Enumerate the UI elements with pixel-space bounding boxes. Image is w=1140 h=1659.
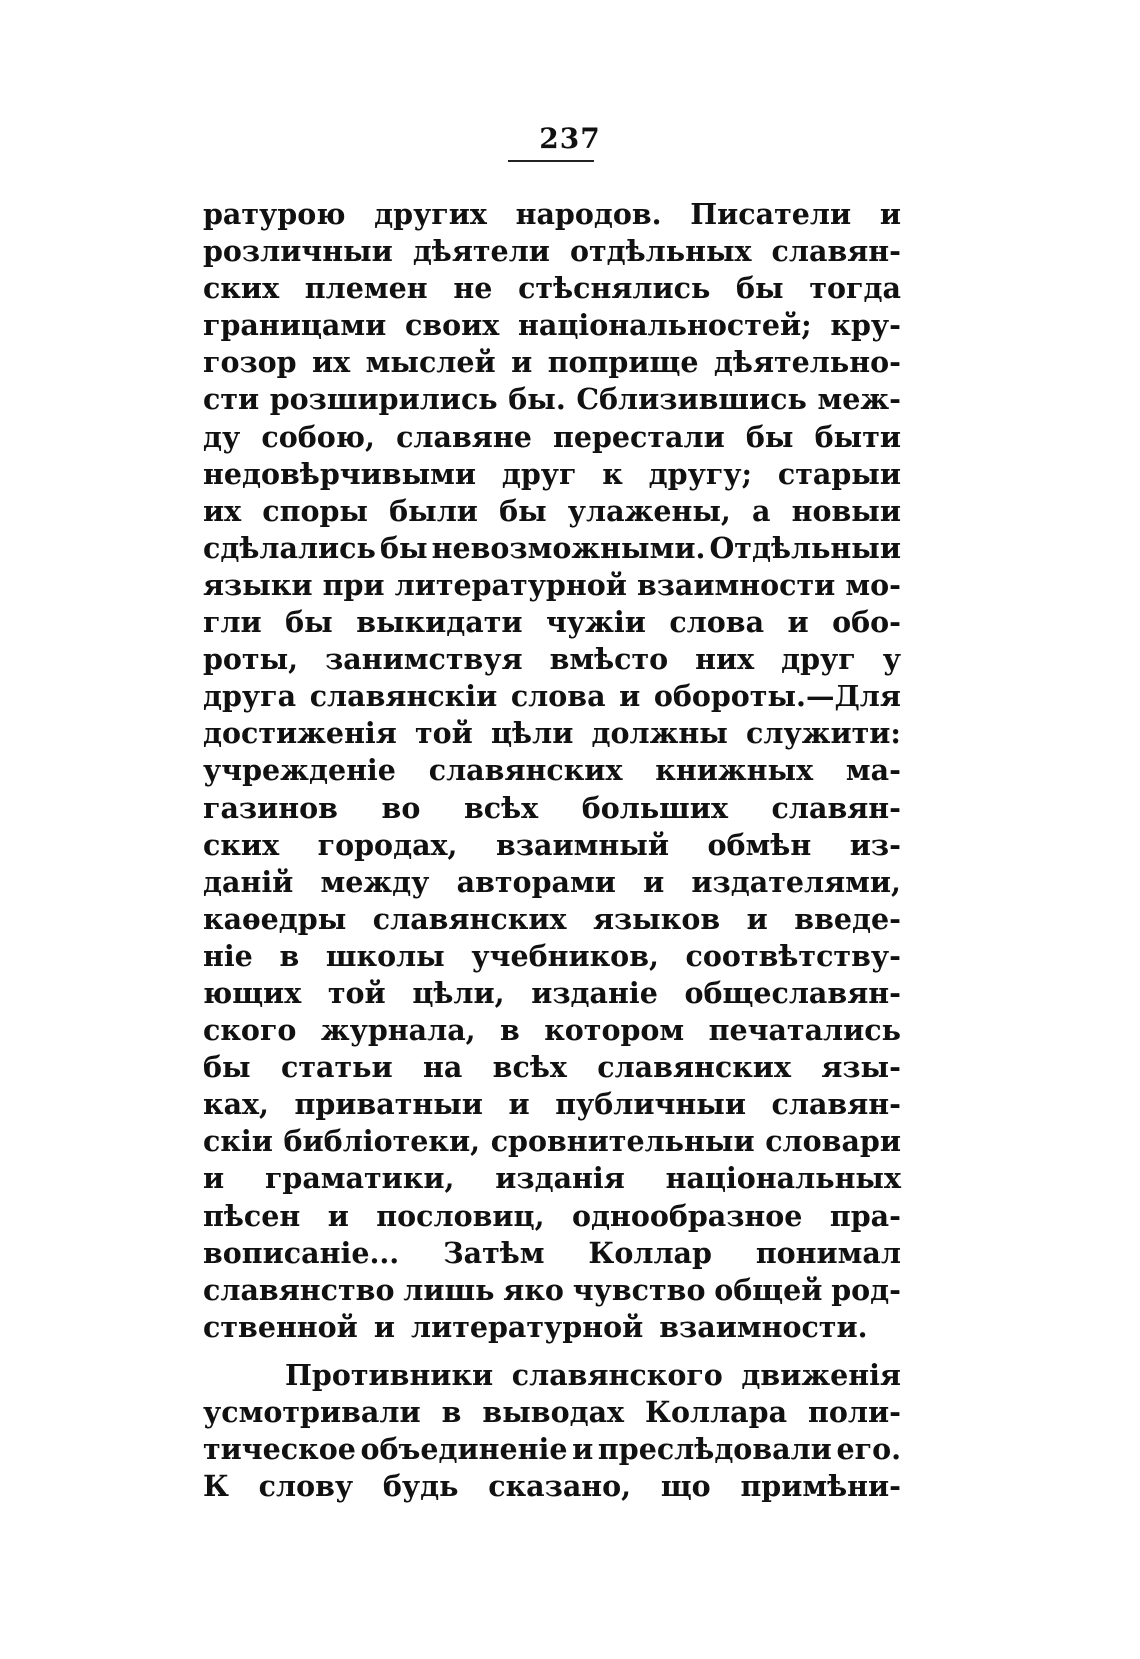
text-line [203, 1468, 901, 1505]
word: слова [510, 679, 606, 714]
word: служити: [746, 716, 901, 751]
word: меж- [817, 382, 901, 417]
word: их [312, 345, 351, 380]
word: их [203, 493, 242, 528]
word: славянскiи [309, 679, 498, 714]
text-line [203, 1049, 901, 1086]
word: городах, [317, 827, 458, 862]
word: ма- [845, 753, 901, 788]
word: взаимности. [659, 1309, 868, 1344]
word: своих [405, 308, 500, 343]
word: славян- [771, 234, 901, 269]
word: и [203, 1161, 225, 1196]
paragraph [203, 196, 901, 1346]
word: цѣли [491, 716, 574, 751]
word: гли [203, 605, 262, 640]
word: славянских [372, 901, 567, 936]
word: народов. [515, 197, 662, 231]
word: занимствуя [325, 642, 523, 677]
word: печатались [708, 1013, 901, 1048]
word: розличныи [203, 234, 393, 269]
text-line [203, 1086, 901, 1123]
word: обо- [832, 605, 901, 640]
word: недовѣрчивыми [203, 456, 477, 491]
word: славянство [203, 1272, 395, 1307]
word: ющих [203, 975, 302, 1010]
text-line [203, 1123, 901, 1160]
word: яко [503, 1272, 564, 1307]
text-line [203, 419, 901, 456]
text-line [203, 678, 901, 715]
word: пѣсен [203, 1198, 301, 1233]
word: ских [203, 827, 280, 862]
word: издателями, [691, 864, 901, 899]
word: при [322, 567, 385, 602]
word: слову [258, 1469, 354, 1504]
text-line [203, 196, 901, 233]
text-line [203, 1357, 901, 1394]
word: мыслей [365, 345, 496, 380]
word: другу; [648, 456, 753, 491]
word: чужiи [546, 605, 646, 640]
word: между [320, 864, 430, 899]
word: не [453, 271, 493, 306]
word: библiотеки, [283, 1124, 481, 1159]
word: выкидати [356, 605, 523, 640]
word: всѣх [463, 790, 539, 825]
word: нацiональных [665, 1161, 901, 1196]
word: соотвѣтству- [685, 938, 901, 973]
word: журнала, [320, 1013, 476, 1048]
word: Писатели [690, 197, 852, 231]
word: собою, [261, 419, 375, 454]
word: больших [581, 790, 728, 825]
word: достиженiя [203, 716, 397, 751]
text-line [203, 1309, 901, 1346]
word: авторами [456, 864, 616, 899]
text-line [203, 1272, 901, 1309]
word: Сблизившись [576, 382, 807, 417]
word: отдѣльных [569, 234, 752, 269]
text-line [203, 938, 901, 975]
word: и [508, 1087, 530, 1122]
word: перестали [552, 419, 725, 454]
word: що [660, 1469, 711, 1504]
word: мо- [845, 567, 901, 602]
text-line [203, 233, 901, 270]
word: и [746, 901, 768, 936]
word: вописанiе... [203, 1235, 400, 1270]
word: них [695, 642, 755, 677]
word: к [602, 456, 623, 491]
word: розширились [269, 382, 498, 417]
word: новыи [791, 493, 901, 528]
word: славянского [511, 1357, 723, 1392]
word: нiе [203, 938, 253, 973]
word: взаимный [496, 827, 669, 862]
word: славян- [771, 790, 901, 825]
word: Коллар [588, 1235, 712, 1270]
word: сказано, [488, 1469, 632, 1504]
word: друг [501, 456, 577, 491]
word: улажены, [567, 493, 731, 528]
word: в [500, 1013, 520, 1048]
word: славянских [597, 1050, 791, 1085]
word: ках, [203, 1087, 269, 1122]
text-line [203, 975, 901, 1012]
word: и [643, 864, 665, 899]
word: споры [262, 493, 368, 528]
word: ского [203, 1013, 297, 1048]
word: той [415, 716, 473, 751]
text-line [203, 456, 901, 493]
word: поприще [547, 345, 699, 380]
word: невозможными. [431, 530, 706, 565]
word: и [327, 1198, 349, 1233]
page-number: 237 [539, 122, 601, 155]
word: каѳедры [203, 901, 347, 936]
word: всѣх [492, 1050, 567, 1085]
word: котором [544, 1013, 685, 1048]
text-line [203, 381, 901, 418]
word: и [373, 1309, 395, 1344]
word: публичныи [555, 1087, 746, 1122]
text-line [203, 1012, 901, 1049]
word: Затѣм [443, 1235, 545, 1270]
word: бы [499, 493, 547, 528]
word: сровнительныи [490, 1124, 755, 1159]
word: сдѣлались [203, 530, 376, 565]
word: и [511, 345, 533, 380]
word: бы [285, 605, 333, 640]
word: преслѣдовали [597, 1432, 832, 1467]
word: и [787, 605, 809, 640]
word: ских [203, 271, 280, 306]
word: скiи [203, 1124, 273, 1159]
word: обороты.—Для [653, 679, 901, 714]
word: изданiя [495, 1161, 625, 1196]
word: должны [591, 716, 728, 751]
word: будь [382, 1469, 459, 1504]
text-line [203, 493, 901, 530]
word: других [374, 197, 487, 231]
text-line [203, 715, 901, 752]
word: Отдѣльныи [709, 530, 901, 565]
word: Коллара [645, 1395, 788, 1429]
text-line [203, 641, 901, 678]
word: сти [203, 382, 260, 417]
word: кру- [830, 308, 901, 343]
word: поли- [808, 1395, 901, 1429]
body-text [203, 196, 901, 1505]
word: газинов [203, 790, 338, 825]
word: общеславян- [684, 975, 901, 1010]
word: во [381, 790, 421, 825]
word: пра- [829, 1198, 901, 1233]
word: изданiе [531, 975, 658, 1010]
word: в [441, 1395, 462, 1429]
word: движенiя [741, 1357, 901, 1392]
text-line [203, 752, 901, 789]
word: К [203, 1469, 229, 1504]
word: однообразное [571, 1198, 803, 1233]
word: ратурою [203, 197, 346, 231]
word: обмѣн [707, 827, 812, 862]
text-line [203, 1235, 901, 1272]
word: и [619, 679, 641, 714]
word: словари [765, 1124, 901, 1159]
word: цѣли, [412, 975, 505, 1010]
word: его. [836, 1432, 901, 1467]
word: у [882, 642, 901, 677]
text-line [203, 864, 901, 901]
word: дѣятельно- [713, 345, 901, 380]
word: объединенiе [360, 1432, 568, 1467]
word: примѣни- [740, 1469, 901, 1504]
word: литературной [410, 1309, 644, 1344]
word: бы [736, 271, 784, 306]
text-line [203, 344, 901, 381]
word: друг [781, 642, 856, 677]
text-line [203, 1160, 901, 1197]
word: учрежденiе [203, 753, 396, 788]
word: ду [203, 419, 241, 454]
word: учебников, [471, 938, 659, 973]
word: границами [203, 308, 387, 343]
text-line [203, 1394, 901, 1431]
word: ственной [203, 1309, 358, 1344]
word: чувство [572, 1272, 706, 1307]
text-line [203, 827, 901, 864]
word: школы [325, 938, 445, 973]
word: стѣснялись [518, 271, 711, 306]
word: быти [814, 419, 901, 454]
word: книжных [655, 753, 814, 788]
word: в [279, 938, 300, 973]
word: Противники [285, 1357, 494, 1392]
word: языков [592, 901, 721, 936]
text-line [203, 1198, 901, 1235]
word: язы- [821, 1050, 901, 1085]
word: друга [203, 679, 297, 714]
text-line [203, 530, 901, 567]
word: введе- [794, 901, 901, 936]
word: бы [745, 419, 794, 454]
word: бы. [508, 382, 566, 417]
word: племен [304, 271, 428, 306]
word: тическое [203, 1432, 356, 1467]
word: языки [203, 567, 313, 602]
page-number-rule [508, 160, 594, 162]
word: вмѣсто [549, 642, 669, 677]
word: нацiональностей; [518, 308, 812, 343]
text-line [203, 604, 901, 641]
word: пословиц, [376, 1198, 545, 1233]
word: понимал [755, 1235, 901, 1270]
word: бы [379, 530, 428, 565]
word: и [572, 1432, 594, 1467]
text-line [203, 901, 901, 938]
text-line [203, 1431, 901, 1468]
text-line [203, 567, 901, 604]
word: а [751, 493, 771, 528]
word: выводах [482, 1395, 625, 1429]
word: усмотривали [203, 1395, 421, 1429]
word: были [389, 493, 478, 528]
word: тогда [809, 271, 901, 306]
word: и [879, 197, 901, 231]
text-line [203, 270, 901, 307]
word: слова [669, 605, 765, 640]
word: приватныи [294, 1087, 483, 1122]
text-line [203, 790, 901, 827]
word: граматики, [264, 1161, 455, 1196]
word: из- [849, 827, 901, 862]
word: славяне [396, 419, 532, 454]
word: на [422, 1050, 463, 1085]
word: данiй [203, 864, 294, 899]
word: бы [203, 1050, 251, 1085]
word: той [327, 975, 386, 1010]
word: славян- [771, 1087, 901, 1122]
word: дѣятели [412, 234, 550, 269]
text-line [203, 307, 901, 344]
word: роты, [203, 642, 299, 677]
paragraph-gap [203, 1346, 901, 1357]
word: лишь [403, 1272, 495, 1307]
word: старыи [777, 456, 901, 491]
word: род- [831, 1272, 901, 1307]
word: взаимности [636, 567, 836, 602]
word: статьи [280, 1050, 393, 1085]
paragraph [203, 1357, 901, 1505]
word: славянских [428, 753, 623, 788]
word: общей [714, 1272, 823, 1307]
word: гозор [203, 345, 297, 380]
word: литературной [394, 567, 627, 602]
